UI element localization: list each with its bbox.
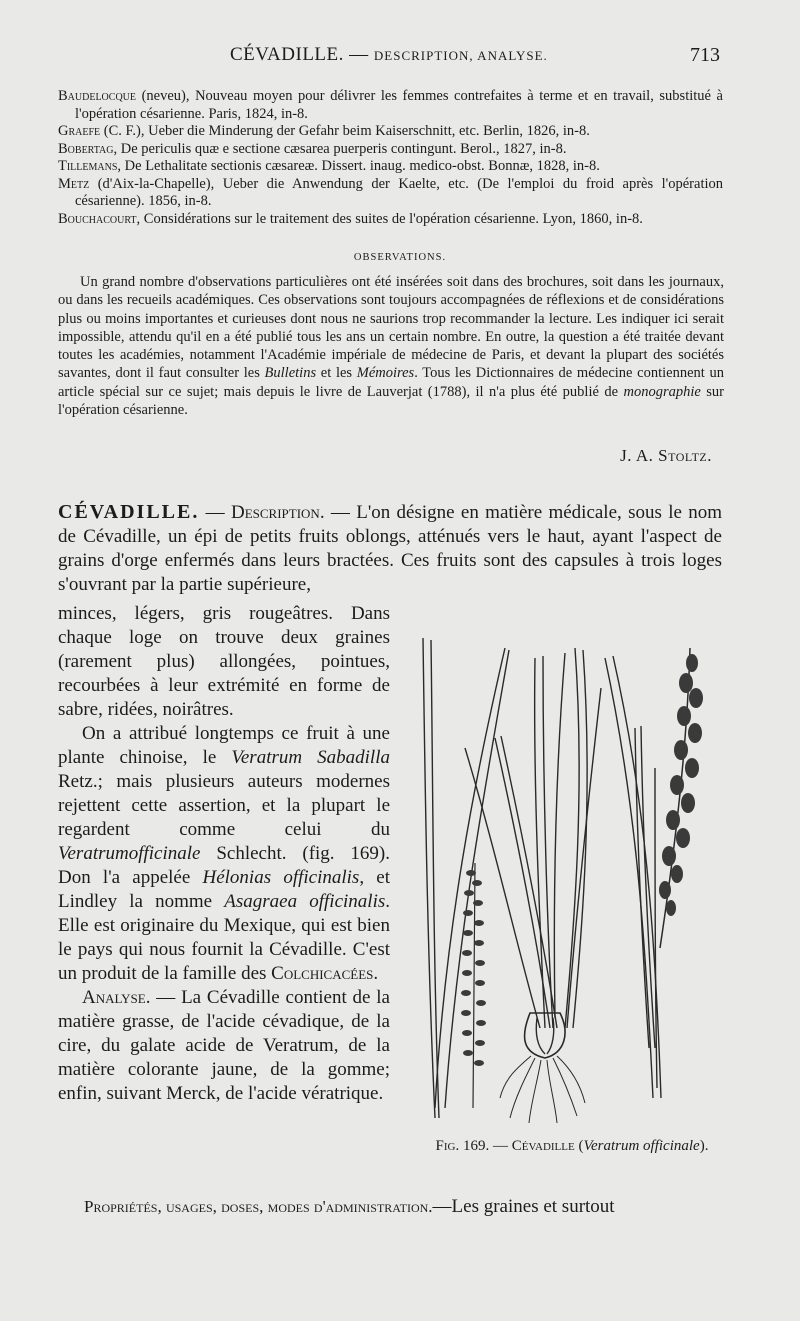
bibliography-entry [58,141,723,159]
entry-author: Metz [58,175,90,192]
origin-text: . [373,963,379,984]
bibliography-entry [58,123,723,141]
running-header [80,44,720,74]
origin-paragraph [58,722,390,986]
running-title [230,44,548,66]
properties-line [84,1196,722,1218]
observations-paragraph [58,273,724,419]
obs-text: et les [316,365,357,382]
obs-text: . Tous les Dictionnaires de médecine contiennent un article spécial sur ce sujet; mais depuis le livre de Lauverjat (1788), il n'a plus été publié de [58,365,724,400]
entry-text: , De Lethalitate sectionis cæsareæ. Dissert. inaug. medico-obst. Bonnæ, 1828, in-8. [117,158,600,174]
analyse-text: — La Cévadille contient de la matière grasse, de l'acide cévadique, de la cire, du galate acide de Veratrum, de la matière colorante jaune, de la gomme; enfin, suivant Merck, de l'acide vératrique. [58,987,390,1104]
bibliography-entry [58,211,723,229]
origin-text: Retz.; mais plusieurs auteurs modernes rejettent cette assertion, et la plupart le regardent comme celui du [58,771,390,840]
taxon-veratrum-sabadilla: Veratrum Sabadilla [231,747,390,768]
entry-text: (neveu), Nouveau moyen pour délivrer les femmes contrefaites à terme et en travail, substitué à l'opération césarienne. Paris, 1824, in-8. [75,88,723,122]
entry-author: Bouchacourt [58,210,137,227]
origin-text: On a attribué longtemps ce fruit à une plante chinoise, le [58,723,390,768]
author-signature: J. A. Stoltz. [620,446,712,465]
entry-text: , De periculis quæ e sectione cæsarea puerperis contingunt. Berol., 1827, in-8. [113,140,567,157]
analyse-label: Analyse. [82,987,151,1008]
origin-text: , et Lindley la nomme [58,867,390,912]
origin-text: Schlecht. (fig. 169). Don l'a appelée [58,843,390,888]
entry-text: (C. F.), Ueber die Minderung der Gefahr beim Kaiserschnitt, etc. Berlin, 1826, in-8. [100,123,590,139]
article-intro [58,500,722,597]
entry-author: Graefe [58,123,101,139]
header-title: CÉVADILLE. — [230,44,374,65]
plant-illustration [405,628,735,1138]
taxon-asagraea: Asagraea officinalis [224,891,386,912]
entry-author: Tillemans [58,158,118,174]
properties-text: —Les graines et surtout [432,1196,615,1217]
obs-text: Un grand nombre d'observations particulières ont été insérées soit dans des brochures, soit dans les journaux, ou dans les recueils académiques. Ces observations sont toujours accompagnées de réflexions et de considérations plus ou moins importantes et curieuses dont nous ne saurions trop recommander la lecture. Les indiquer ici serait impossible, attendu qu'il en a été publié tous les ans un certain nombre. En outre, la question a été traitée devant toutes les académies, notamment l'Académie impériale de médecine de Paris, et devant la plupart des sociétés savantes, dont il faut consulter les [58,274,724,382]
bibliography-entry [58,176,723,211]
bibliography-entry [58,88,723,123]
caption-prefix: Fig. 169. — Cévadille ( [435,1138,584,1154]
description-continued: minces, légers, gris rougeâtres. Dans chaque loge on trouve deux graines (rarement plus) allongées, pointues, recourbées à leur extrémité en forme de sabre, ridées, noirâtres. [58,603,390,720]
entry-text: , Considérations sur le traitement des suites de l'opération césarienne. Lyon, 1860, in-8. [136,210,643,227]
origin-text: . Elle est originaire du Mexique, qui est bien le pays qui nous fournit la Cévadille. C'est un produit de la famille des [58,891,390,984]
page-number: 713 [690,44,720,66]
family-name: Colchicacées [271,963,374,984]
analyse-paragraph [58,986,390,1106]
entry-author: Bobertag [58,140,114,157]
entry-author: Baudelocque [58,88,136,104]
description-label: Description. [230,502,325,523]
properties-label: Propriétés, usages, doses, modes d'administration. [84,1197,433,1216]
intro-dash: — [199,502,231,523]
article-headword: CÉVADILLE. [58,501,200,523]
header-subtitle: DESCRIPTION, ANALYSE. [373,48,548,63]
entry-text: (d'Aix-la-Chapelle), Ueber die Anwendung der Kaelte, etc. (De l'emploi du froid après l'opération césarienne). 1856, in-8. [75,175,723,209]
article-column [58,602,390,1106]
bibliography [58,88,723,228]
observations-heading: OBSERVATIONS. [353,252,447,263]
obs-italic-memoires: Mémoires [356,365,415,382]
obs-text: sur l'opération césarienne. [58,383,725,419]
caption-suffix: ). [699,1138,709,1154]
caption-italic: Veratrum officinale [583,1138,700,1154]
intro-text: — L'on désigne en matière médicale, sous le nom de Cévadille, un épi de petits fruits oblongs, atténués vers le haut, ayant l'aspect de grains d'orge enfermés dans leurs bractées. Ces fruits sont des capsules à trois loges s'ouvrant par la partie supérieure, [58,502,723,595]
taxon-helonias: Hélonias officinalis [202,867,360,888]
taxon-veratrum-officinale: Veratrumofficinale [58,843,201,864]
bibliography-entry [58,158,723,176]
figure-caption [412,1138,732,1155]
obs-italic-bulletins: Bulletins [264,365,317,382]
obs-italic-monographie: monographie [623,383,701,400]
